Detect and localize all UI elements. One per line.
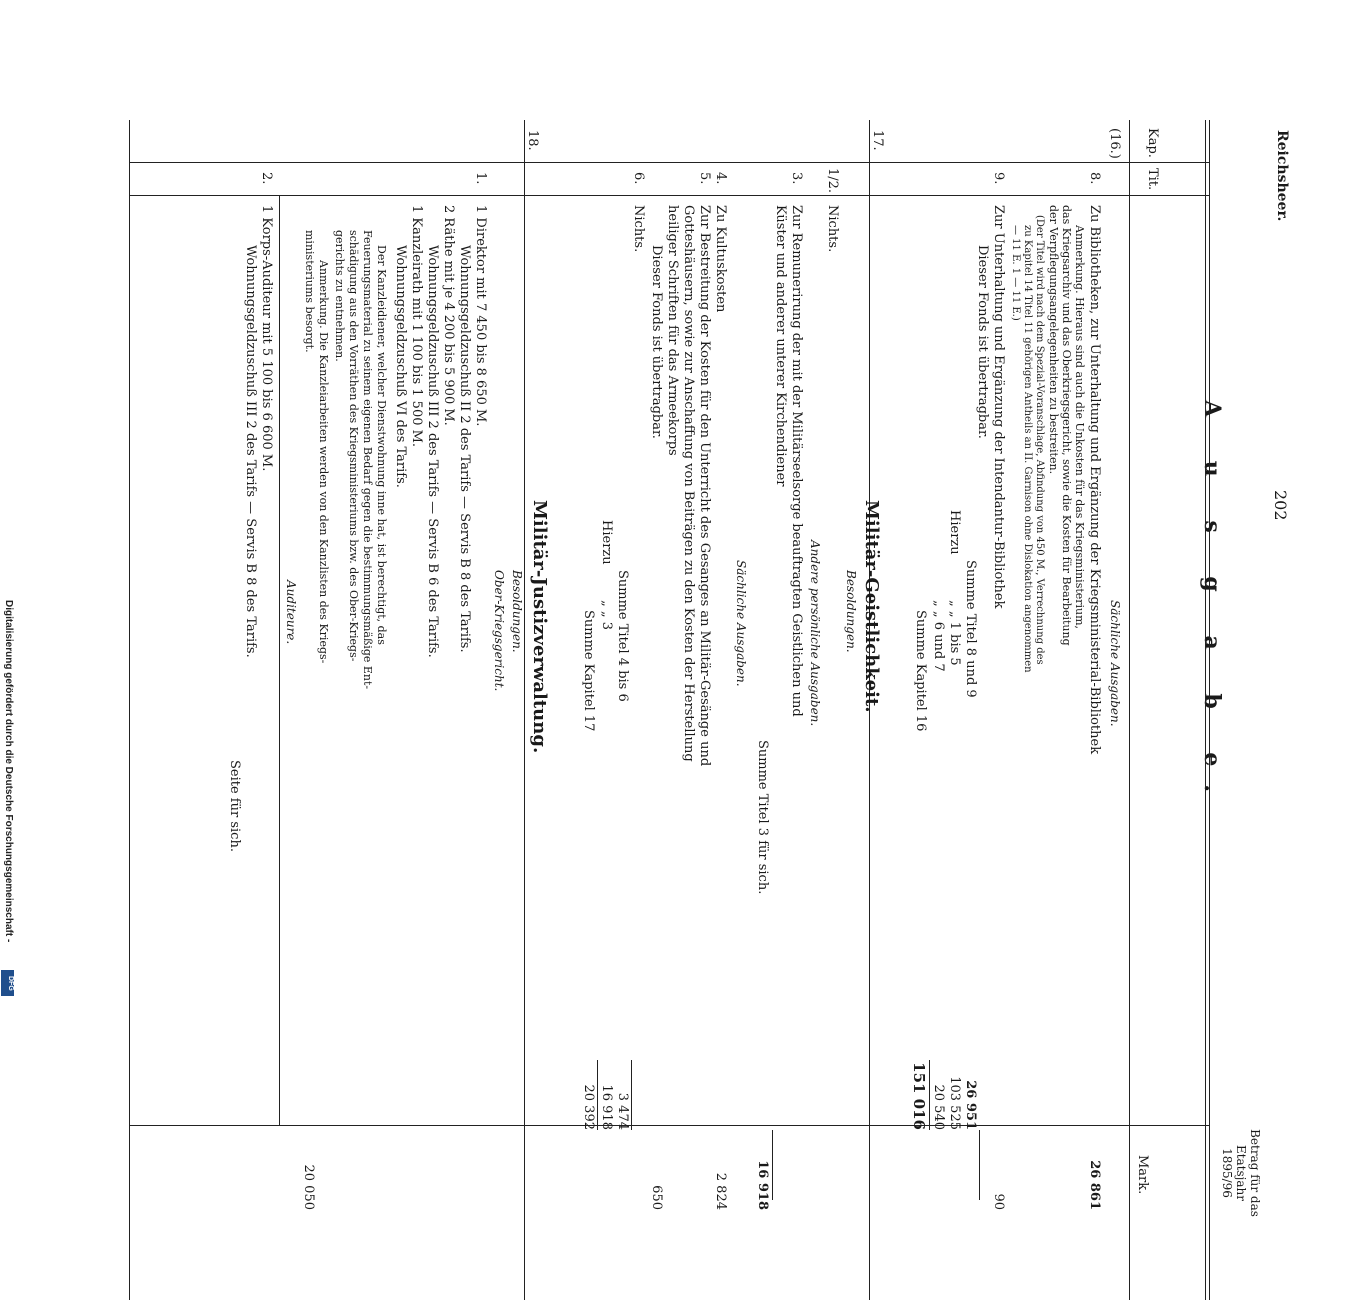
- kap16-sum1-value: 26 951: [963, 1080, 978, 1130]
- kap16-tit9-note: Dieser Fonds ist übertragbar.: [975, 245, 990, 439]
- kap17-sum2-value: 16 918: [599, 1084, 614, 1130]
- dfg-text: Digitalisierung gefördert durch die Deutsche Forschungsgemeinschaft -: [3, 600, 14, 943]
- kap17-tit3-rule: [772, 1130, 773, 1200]
- kap17-tit3-nr: 3.: [789, 172, 804, 185]
- kap17-tit5-amount: 650: [649, 1185, 664, 1210]
- kap17-tit3-sum-label: Summe Titel 3 für sich.: [755, 740, 770, 895]
- kap16-tit9-amount: 90: [991, 1193, 1006, 1210]
- kap18-rule: [524, 120, 525, 1300]
- kap16-sum2-prefix: Hierzu: [947, 510, 962, 555]
- kap18-tit1-l3: 2 Räthe mit je 4 200 bis 5 900 M.: [441, 205, 456, 426]
- kap16-sum2-value: 103 525: [947, 1076, 962, 1130]
- kap18-anm4: gerichts zu entnehmen.: [333, 230, 346, 362]
- kap16-tit9-nr: 9.: [991, 172, 1006, 185]
- kap17-tit6-nr: 6.: [631, 172, 646, 185]
- table-bottom-rule: [129, 120, 130, 1300]
- col-betrag: Betrag für das Etatsjahr 1895/96: [1220, 1129, 1262, 1217]
- kap17-tit5-nr: 5.: [697, 172, 712, 185]
- amount-column-rule: [130, 1125, 1210, 1126]
- kap18-subtitle: Besoldungen.: [510, 570, 524, 653]
- kap17-title: Militär-Geistlichkeit.: [861, 500, 882, 713]
- kap17-tit3-amount: 16 918: [755, 1160, 770, 1210]
- kap16-anm6: — 11 E. 1 — 11 E.): [1010, 225, 1021, 321]
- kap16-anm1: Anmerkung. Hieraus sind auch die Unkosten für das Kriegsministerium,: [1073, 225, 1086, 630]
- kap17-tit5-text2: Gotteshäusern, sowie zur Anschaffung von Beiträgen zu den Kosten der Herstellung: [681, 205, 696, 762]
- kap17-total-rule: [597, 1060, 598, 1130]
- kap18-tit1-l6: Wohnungsgeldzuschuß VI des Tarifs.: [393, 245, 408, 488]
- kap16-label: (16.): [1107, 128, 1122, 159]
- kap17-tit12-text: Nichts.: [825, 205, 840, 253]
- dfg-margin: [0, 600, 16, 1000]
- kap16-anm2: das Kriegsarchiv und das Oberkriegsgericht, sowie die Kosten für Bearbeitung: [1060, 205, 1073, 646]
- kap17-sum2-label: „ „ 3: [599, 600, 614, 631]
- col-kap: Kap.: [1145, 128, 1160, 158]
- kap16-heading: Sächliche Ausgaben.: [1108, 600, 1122, 727]
- kap17-tit5-note: Dieser Fonds ist übertragbar.: [649, 245, 664, 439]
- kap18-tit1-l2: Wohnungsgeldzuschuß II 2 des Tarifs — Servis B 8 des Tarifs.: [457, 245, 472, 653]
- kap16-sum4-label: Summe Kapitel 16: [913, 610, 928, 732]
- kap18-anm6: ministeriums besorgt.: [303, 230, 316, 353]
- kap18-tit1-nr: 1.: [473, 172, 488, 185]
- page-number: 202: [1271, 490, 1290, 521]
- kap18-tit2-rule: [279, 195, 280, 1125]
- kap17-heading-other: Andere persönliche Ausgaben.: [808, 540, 822, 727]
- section-header: Reichsheer.: [1274, 130, 1290, 222]
- kap18-anm5: Anmerkung. Die Kanzleiarbeiten werden von den Kanzlisten des Kriegs-: [317, 260, 330, 664]
- col-unit: Mark.: [1135, 1155, 1150, 1195]
- kap18-tit2-nr: 2.: [259, 172, 274, 185]
- kap17-sum1-label: Summe Titel 4 bis 6: [615, 570, 630, 702]
- kap16-total-rule: [929, 1060, 930, 1130]
- kap18-tit1-l4: Wohnungsgeldzuschuß III 2 des Tarifs — Servis B 6 des Tarifs.: [425, 245, 440, 658]
- kap17-sum3-value: 20 392: [581, 1084, 596, 1130]
- kap16-tit8-nr: 8.: [1087, 172, 1102, 185]
- kap17-heading-saech: Sächliche Ausgaben.: [734, 560, 748, 687]
- page-title: A u s g a b e.: [1199, 400, 1225, 811]
- kap17-label: 17.: [870, 130, 885, 151]
- kap18-title: Militär-Justizverwaltung.: [529, 500, 550, 754]
- kap16-anm5: zu Kapitel 14 Titel 11 gehörigen Antheils an II. Garnison ohne Dislokation angenommen: [1022, 225, 1033, 673]
- kap18-subsub: Ober-Kriegsgericht.: [492, 570, 506, 692]
- kap18-tit1-l5: 1 Kanzleirath mit 1 100 bis 1 500 M.: [409, 205, 424, 448]
- kap17-sum3-label: Summe Kapitel 17: [581, 610, 596, 732]
- kap18-tit1-amount: 20 050: [301, 1164, 316, 1210]
- kap16-tit9-text: Zur Unterhaltung und Ergänzung der Intendantur-Bibliothek: [991, 205, 1006, 609]
- kap16-anm3: der Verpflegungsangelegenheiten zu bestreiten.: [1047, 205, 1060, 475]
- kap16-sum-rule: [979, 1130, 980, 1200]
- kap-column-rule: [130, 162, 1210, 163]
- kap16-sum3-label: „ „ 6 und 7: [931, 600, 946, 672]
- kap18-tit2-l1: 1 Korps-Auditeur mit 5 100 bis 6 600 M.: [259, 205, 274, 472]
- kap16-sum3-value: 20 540: [931, 1084, 946, 1130]
- kap16-tit8-text: Zu Bibliotheken, zur Unterhaltung und Ergänzung der Kriegsministerial-Bibliothek: [1087, 205, 1102, 755]
- header-bottom-rule: [1129, 120, 1130, 1300]
- kap16-sum4-value: 151 016: [910, 1062, 928, 1130]
- kap17-tit4-text: Zu Kultuskosten: [713, 205, 728, 313]
- kap17-tit3-text1: Zur Remunerirung der mit der Militärseelsorge beauftragten Geistlichen und: [789, 205, 804, 717]
- kap16-sum2-label: „ „ 1 bis 5: [947, 600, 962, 666]
- kap18-anm2: Feuerungsmaterial zu seinem eigenen Bedarf gegen die bestimmungsmäßige Ent-: [361, 230, 374, 690]
- kap17-tit12-nr: 1/2.: [825, 168, 840, 194]
- kap17-tit3-text2: Küster und anderer unterer Kirchendiener: [773, 205, 788, 487]
- kap18-tit2-l3: Seite für sich.: [227, 760, 242, 852]
- kap17-tit5-text1: Zur Bestreitung der Kosten für den Unterricht des Gesanges an Militär-Gesänge und: [697, 205, 712, 767]
- kap16-tit8-amount: 26 861: [1087, 1160, 1102, 1210]
- kap16-sum1-label: Summe Titel 8 und 9: [963, 560, 978, 698]
- kap17-sum2-prefix: Hierzu: [599, 520, 614, 565]
- kap17-tit4-amount: 2 824: [713, 1172, 728, 1210]
- table-top-rule: [1205, 120, 1210, 1300]
- dfg-logo: DFG: [1, 970, 14, 996]
- kap17-sum1-value: 3 474: [615, 1092, 630, 1130]
- kap18-tit1-l1: 1 Direktor mit 7 450 bis 8 650 M.: [473, 205, 488, 427]
- kap18-anm1: Der Kanzleidiener, welcher Dienstwohnung inne hat, ist berechtigt, das: [375, 245, 388, 645]
- kap17-sum-rule: [631, 1060, 632, 1130]
- kap17-tit4-nr: 4.: [713, 172, 728, 185]
- kap18-tit2-l2: Wohnungsgeldzuschuß III 2 des Tarifs — Servis B 8 des Tarifs.: [243, 245, 258, 658]
- kap17-subtitle: Besoldungen.: [844, 570, 858, 653]
- kap18-label: 18.: [525, 130, 540, 151]
- kap18-anm3: schädigung aus den Vorräthen des Kriegsministeriums bzw. des Ober-Kriegs-: [347, 230, 360, 662]
- kap16-anm4: (Der Titel wird nach dem Spezial-Voranschlage, Abfindung von 450 M., Verrechnung des: [1034, 215, 1045, 665]
- tit-column-rule: [130, 195, 1210, 196]
- kap18-subsub2: Auditeure.: [284, 580, 298, 645]
- kap17-tit6-text: Nichts.: [631, 205, 646, 253]
- kap17-tit5-text3: heiliger Schriften für das Armeekorps: [665, 205, 680, 456]
- col-tit: Tit.: [1145, 168, 1160, 191]
